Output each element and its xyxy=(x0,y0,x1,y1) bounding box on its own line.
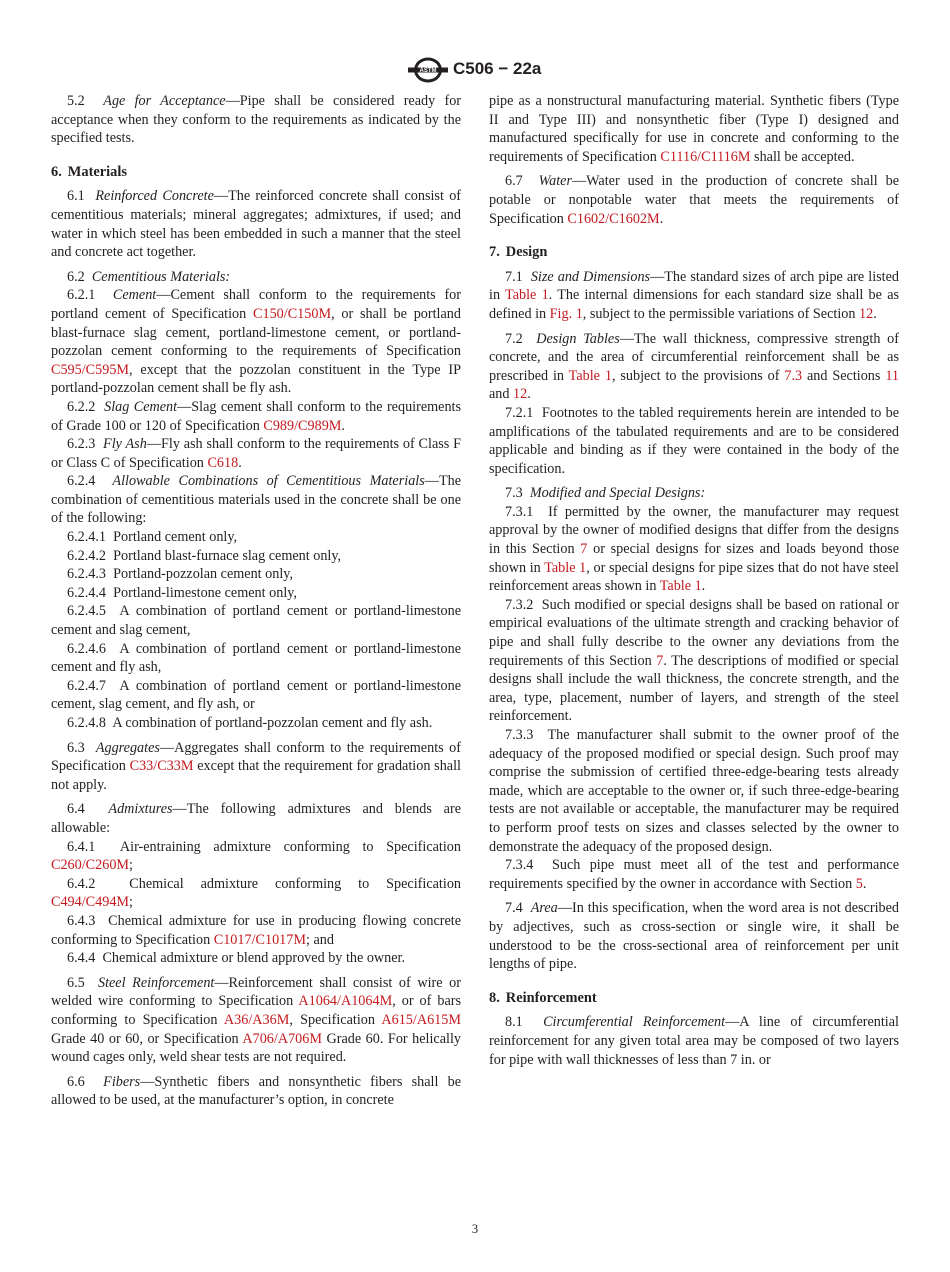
ref-link[interactable]: C1602/C1602M xyxy=(567,210,660,227)
right-column xyxy=(489,92,899,1069)
section-6-7: 6.7 Water—Water used in the production of concrete shall be potable or nonpotable water that meets the requirements of Specification C1602/C1602M. xyxy=(489,173,899,227)
list-item: 6.2.4.1 Portland cement only, xyxy=(67,529,238,546)
section-6-4-1: 6.4.1 Air-entraining admixture conforming to Specification C260/C260M; xyxy=(51,838,461,874)
page-header xyxy=(0,57,950,83)
section-8-heading: 8. Reinforcement xyxy=(489,989,597,1006)
list-item: 6.2.4.4 Portland-limestone cement only, xyxy=(67,584,297,601)
list-item: 6.2.4.7 A combination of portland cement or portland-limestone cement, slag cement, and fly ash, or xyxy=(51,677,462,713)
ref-link[interactable]: C618 xyxy=(207,454,239,471)
section-7-heading: 7. Design xyxy=(489,244,548,261)
section-6-1: 6.1 Reinforced Concrete—The reinforced concrete shall consist of cementitious materials; mineral aggregates; admixtures, if used; and water in which steel has been embedded in such a manner that the steel and concrete act together. xyxy=(51,188,462,261)
svg-text:ASTM: ASTM xyxy=(419,68,437,74)
ref-link[interactable]: A615/A615M xyxy=(381,1011,461,1028)
section-6-2: 6.2 Cementitious Materials: xyxy=(67,268,231,285)
ref-link[interactable]: C494/C494M xyxy=(51,894,130,911)
ref-link[interactable]: 7.3 xyxy=(784,367,803,384)
section-7-3-4: 7.3.4 Such pipe must meet all of the test and performance requirements specified by the owner in accordance with Section 5. xyxy=(489,857,900,892)
ref-link[interactable]: Fig. 1 xyxy=(549,305,583,322)
section-6-4-4: 6.4.4 Chemical admixture or blend approved by the owner. xyxy=(67,950,406,967)
section-7-3-1: 7.3.1 If permitted by the owner, the manufacturer may request approval by the owner of modified designs that differ from the designs in this Section 7 or special designs for sizes and loads beyond those shown in Table 1, or special designs for pipe sizes that do not have steel reinforcement areas shown in Table 1. xyxy=(489,503,899,595)
section-6-2-3: 6.2.3 Fly Ash—Fly ash shall conform to the requirements of Class F or Class C of Specification C618. xyxy=(51,436,461,471)
ref-link[interactable]: C1116/C1116M xyxy=(660,148,751,165)
ref-link[interactable]: A1064/A1064M xyxy=(298,993,393,1010)
ref-link[interactable]: 7 xyxy=(656,652,664,669)
page-number: 3 xyxy=(471,1222,479,1236)
list-item: 6.2.4.3 Portland-pozzolan cement only, xyxy=(67,566,294,583)
ref-link[interactable]: Table 1 xyxy=(659,578,702,595)
section-7-4: 7.4 Area—In this specification, when the word area is not described by adjectives, such as cross-section or single wire, it shall be understood to be the cross-sectional area of reinforcement per unit lengths of pipe. xyxy=(489,900,900,973)
section-6-2-4: 6.2.4 Allowable Combinations of Cementitious Materials—The combination of cementitious materials used in the concrete shall be one of the following: xyxy=(51,473,461,527)
section-6-6-continued: pipe as a nonstructural manufacturing material. Synthetic fibers (Type II and Type III) and nonsynthetic fiber (Type I) designed and manufactured specifically for use in concrete and conforming to the requirements of Specification C1116/C1116M shall be accepted. xyxy=(489,93,899,165)
section-6-2-2: 6.2.2 Slag Cement—Slag cement shall conform to the requirements of Grade 100 or 120 of Specification C989/C989M. xyxy=(51,398,462,434)
ref-link[interactable]: C150/C150M xyxy=(253,305,332,322)
list-item: 6.2.4.2 Portland blast-furnace slag cement only, xyxy=(67,547,342,564)
ref-link[interactable]: A36/A36M xyxy=(223,1011,290,1028)
ref-link[interactable]: C33/C33M xyxy=(129,758,194,775)
list-item: 6.2.4.5 A combination of portland cement or portland-limestone cement and slag cement, xyxy=(51,603,462,639)
ref-link[interactable]: Table 1 xyxy=(544,559,587,576)
ref-link[interactable]: A706/A706M xyxy=(242,1030,322,1047)
section-7-2-1: 7.2.1 Footnotes to the tabled requirements herein are intended to be amplifications of the tabulated requirements and are to be considered applicable and binding as if they were contained in the body of the specification. xyxy=(489,404,900,477)
section-5-2: 5.2 Age for Acceptance—Pipe shall be considered ready for acceptance when they conform to the requirements as indicated by the specified tests. xyxy=(51,93,462,147)
list-item: 6.2.4.6 A combination of portland cement or portland-limestone cement and fly ash, xyxy=(51,640,462,676)
section-7-3-3: 7.3.3 The manufacturer shall submit to the owner proof of the adequacy of the proposed modified or special design. Such proof may comprise the submission of certified three-edge-bearing tests already made, which are acceptable to the owner or, if such three-edge-bearing tests are not available or acceptable, the manufacturer may be required to perform proof tests on sizes and classes selected by the owner to demonstrate the adequacy of the proposed design. xyxy=(489,727,899,855)
left-column xyxy=(51,92,461,1110)
ref-link[interactable]: 11 xyxy=(885,367,899,384)
section-6-4-3: 6.4.3 Chemical admixture for use in producing flowing concrete conforming to Specification C1017/C1017M; and xyxy=(51,912,461,948)
standard-designation: C506 − 22a xyxy=(453,59,542,78)
section-6-2-1: 6.2.1 Cement—Cement shall conform to the requirements for portland cement of Specification C150/C150M, or shall be portland blast-furnace slag cement, portland-limestone cement, or portland-pozzolan cement conforming to the requirements of Specification C595/C595M, except that the pozzolan constituent in the Type IP portland-pozzolan cement shall be fly ash. xyxy=(51,287,461,397)
section-7-2: 7.2 Design Tables—The wall thickness, compressive strength of concrete, and the area of circumferential reinforcement shall be as prescribed in Table 1, subject to the provisions of 7.3 and Sections 11 and 12. xyxy=(489,330,900,403)
ref-link[interactable]: Table 1 xyxy=(505,287,549,304)
ref-link[interactable]: 5 xyxy=(855,875,863,892)
section-7-1: 7.1 Size and Dimensions—The standard sizes of arch pipe are listed in Table 1. The internal dimensions for each standard size shall be as defined in Fig. 1, subject to the permissible variations of Section 12. xyxy=(489,268,900,322)
ref-link[interactable]: 12 xyxy=(513,386,528,403)
section-6-4-2: 6.4.2 Chemical admixture conforming to Specification C494/C494M; xyxy=(51,875,462,911)
ref-link[interactable]: C989/C989M xyxy=(263,417,342,434)
section-7-3-2: 7.3.2 Such modified or special designs shall be based on rational or empirical evaluations of the ultimate strength and cracking behavior of pipe and shall fully describe to the owner any deviations from the requirements of this Section 7. The descriptions of modified or special designs shall include the wall thickness, the concrete strength, and the area, type, placement, number of layers, and strength of the steel reinforcement. xyxy=(489,596,899,725)
list-item: 6.2.4.8 A combination of portland-pozzolan cement and fly ash. xyxy=(67,715,433,731)
section-6-4: 6.4 Admixtures—The following admixtures and blends are allowable: xyxy=(51,801,462,836)
section-6-heading: 6. Materials xyxy=(51,163,127,180)
section-6-6: 6.6 Fibers—Synthetic fibers and nonsynthetic fibers shall be allowed to be used, at the manufacturer’s option, in concrete xyxy=(51,1073,462,1109)
section-8-1: 8.1 Circumferential Reinforcement—A line of circumferential reinforcement for any given total area may be composed of two layers for pipe with wall thicknesses of less than 7 in. or xyxy=(489,1014,899,1068)
section-7-3: 7.3 Modified and Special Designs: xyxy=(505,485,706,502)
section-6-3: 6.3 Aggregates—Aggregates shall conform to the requirements of Specification C33/C33M except that the requirement for gradation shall not apply. xyxy=(51,739,462,793)
ref-link[interactable]: C260/C260M xyxy=(51,857,130,874)
ref-link[interactable]: C1017/C1017M xyxy=(213,931,306,948)
astm-logo-icon xyxy=(407,56,449,84)
ref-link[interactable]: 12 xyxy=(859,305,874,322)
ref-link[interactable]: Table 1 xyxy=(568,367,612,384)
section-6-5: 6.5 Steel Reinforcement—Reinforcement shall consist of wire or welded wire conforming to Specification A1064/A1064M, or of bars conforming to Specification A36/A36M, Specification A615/A615M Grade 40 or 60, or Specification A706/A706M Grade 60. For helically wound cages only, weld shear tests are not required. xyxy=(51,974,461,1066)
ref-link[interactable]: C595/C595M xyxy=(51,361,130,378)
ref-link[interactable]: 7 xyxy=(580,541,588,558)
